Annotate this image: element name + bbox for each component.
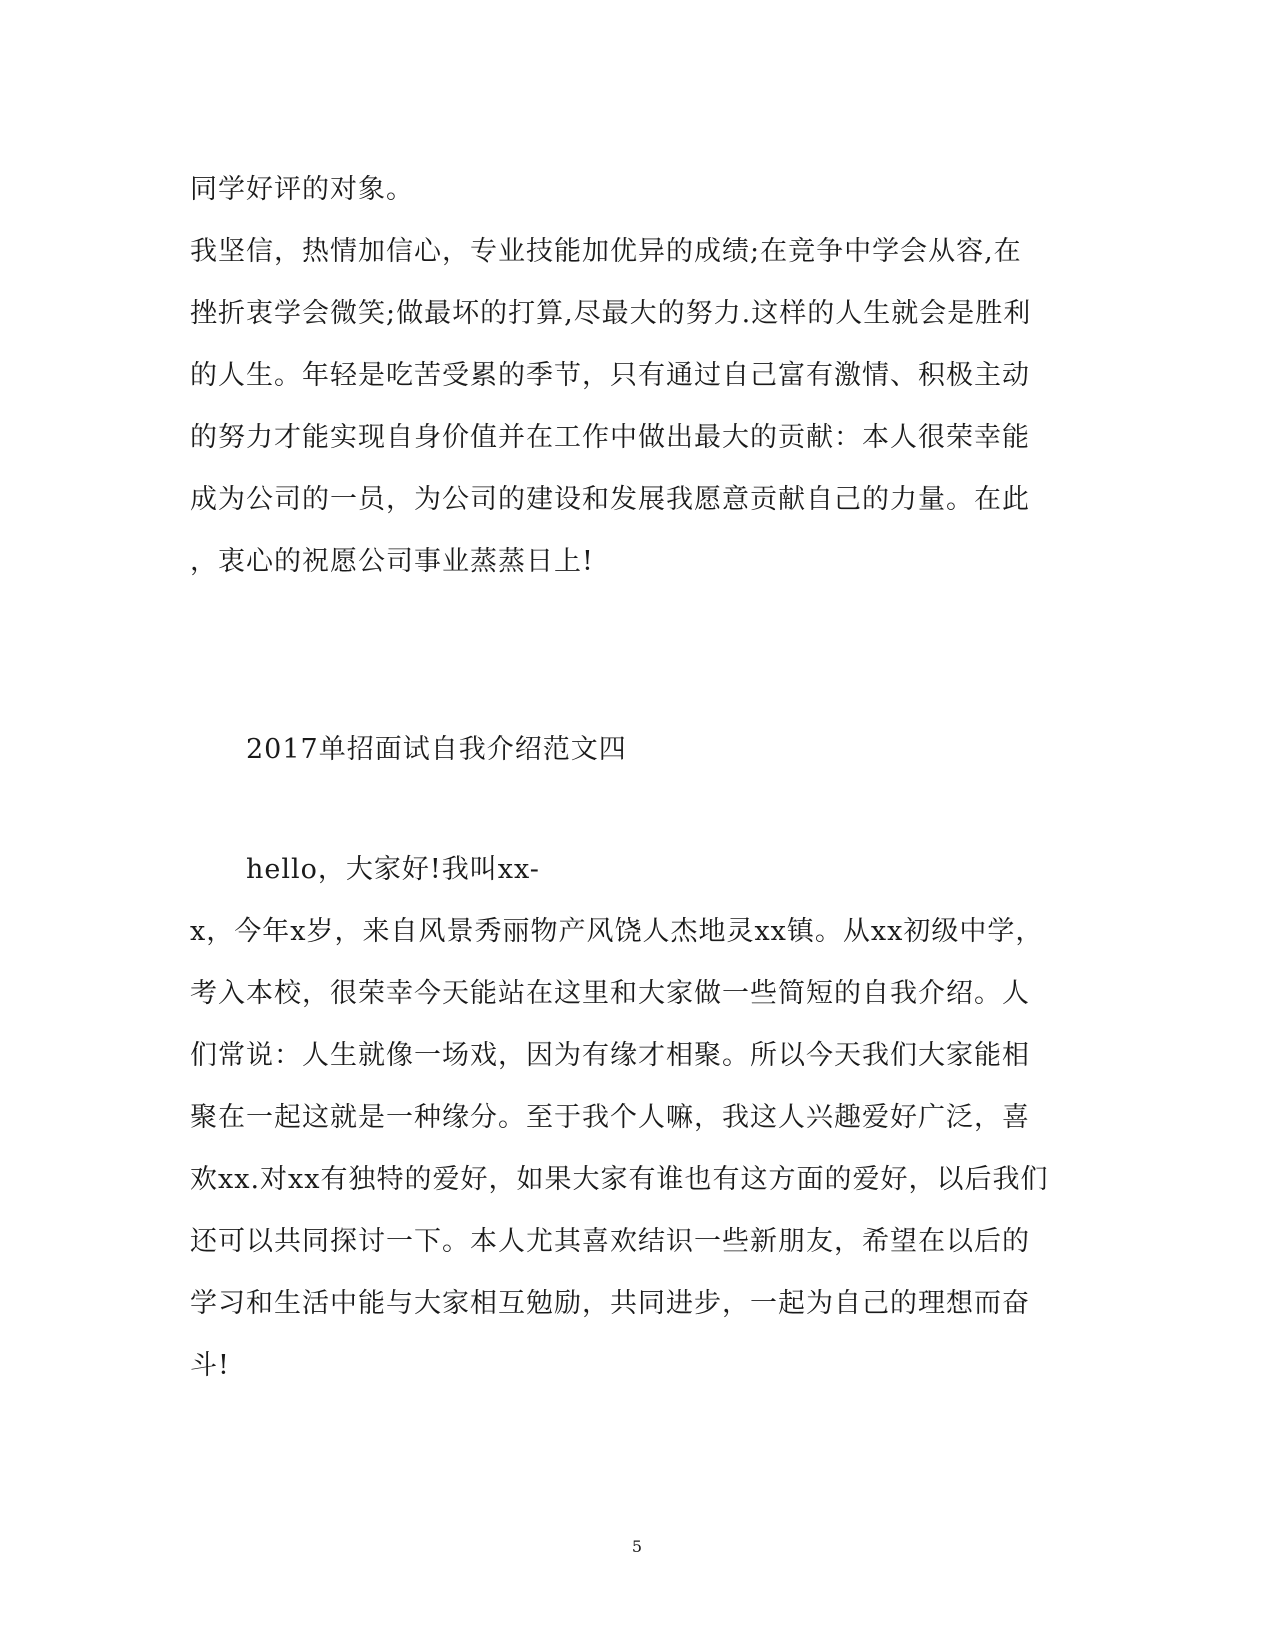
text-line: 的努力才能实现自身价值并在工作中做出最大的贡献：本人很荣幸能	[190, 422, 1030, 453]
text-line: 的人生。年轻是吃苦受累的季节，只有通过自己富有激情、积极主动	[190, 360, 1030, 391]
text-line: 挫折衷学会微笑;做最坏的打算,尽最大的努力.这样的人生就会是胜利	[190, 298, 1032, 329]
text-line: hello，大家好!我叫xx-	[246, 854, 540, 885]
page-number: 5	[631, 1537, 643, 1556]
text-line: 斗!	[190, 1350, 230, 1381]
section-heading: 2017单招面试自我介绍范文四	[246, 734, 627, 765]
text-line: 还可以共同探讨一下。本人尤其喜欢结识一些新朋友，希望在以后的	[190, 1226, 1030, 1257]
text-line: x，今年x岁，来自风景秀丽物产风饶人杰地灵xx镇。从xx初级中学，	[190, 916, 1044, 947]
text-line: 考入本校，很荣幸今天能站在这里和大家做一些简短的自我介绍。人	[190, 978, 1030, 1009]
text-line: ，衷心的祝愿公司事业蒸蒸日上!	[190, 546, 594, 577]
text-line: 欢xx.对xx有独特的爱好，如果大家有谁也有这方面的爱好，以后我们	[190, 1164, 1049, 1195]
text-line: 同学好评的对象。	[190, 174, 414, 205]
text-line: 学习和生活中能与大家相互勉励，共同进步，一起为自己的理想而奋	[190, 1288, 1030, 1319]
text-line: 聚在一起这就是一种缘分。至于我个人嘛，我这人兴趣爱好广泛，喜	[190, 1102, 1030, 1133]
text-line: 我坚信，热情加信心，专业技能加优异的成绩;在竞争中学会从容,在	[190, 236, 1022, 267]
text-line: 成为公司的一员，为公司的建设和发展我愿意贡献自己的力量。在此	[190, 484, 1030, 515]
text-line: 们常说：人生就像一场戏，因为有缘才相聚。所以今天我们大家能相	[190, 1040, 1030, 1071]
